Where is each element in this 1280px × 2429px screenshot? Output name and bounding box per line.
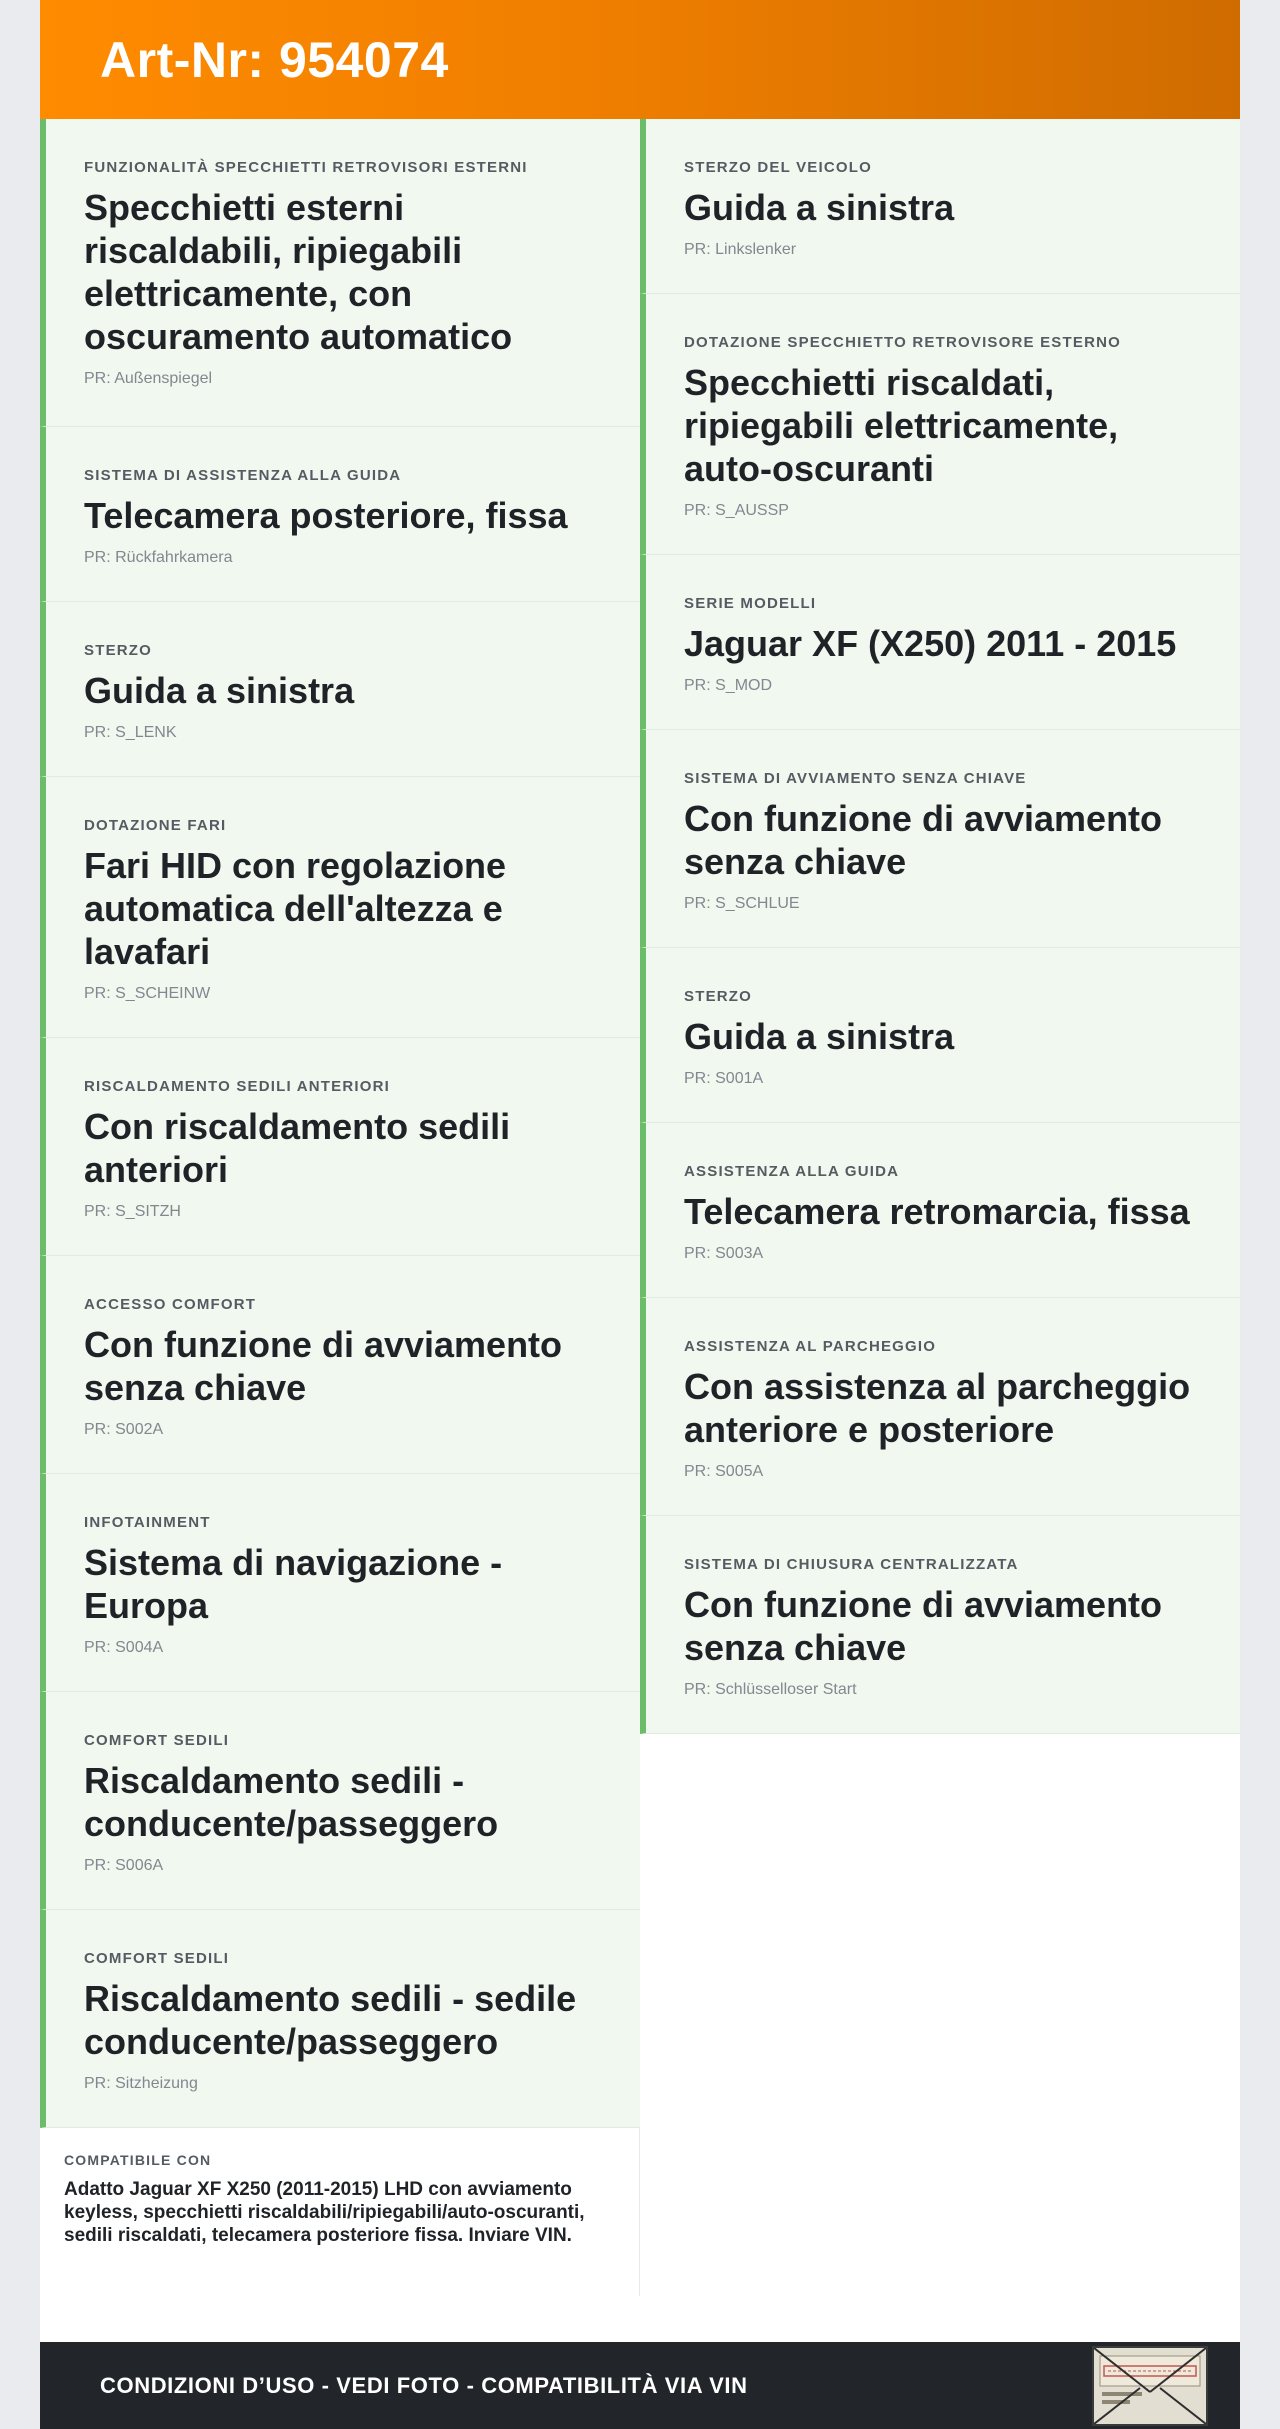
spec-value: Con funzione di avviamento senza chiave: [684, 798, 1163, 882]
stamp-graphic: [1094, 2348, 1206, 2424]
spec-pr-code: PR: Außenspiegel: [84, 370, 213, 387]
compatibility-text: Adatto Jaguar XF X250 (2011-2015) LHD con avviamento keyless, specchietti riscaldabili/ripiegabili/auto-oscuranti, sedili riscaldati, telecamera posteriore fissa. Inviare VIN.: [64, 2179, 585, 2246]
spec-value: Con funzione di avviamento senza chiave: [84, 1324, 563, 1408]
spec-value: Con assistenza al parcheggio anteriore e posteriore: [684, 1366, 1191, 1450]
spec-card: [40, 1038, 640, 1256]
spec-pr-code: PR: S_MOD: [684, 677, 773, 694]
spec-value: Specchietti riscaldati, ripiegabili elettricamente, auto-oscuranti: [684, 362, 1119, 489]
spec-value: Sistema di navigazione - Europa: [84, 1542, 503, 1626]
spec-card: [40, 1474, 640, 1692]
spec-value: Guida a sinistra: [84, 670, 355, 711]
spec-pr-code: PR: S006A: [84, 1857, 164, 1874]
compatibility-label: COMPATIBILE CON: [64, 2152, 212, 2168]
spec-value: Jaguar XF (X250) 2011 - 2015: [684, 623, 1177, 664]
spec-value: Con funzione di avviamento senza chiave: [684, 1584, 1163, 1668]
spec-value: Riscaldamento sedili - sedile conducente/passeggero: [84, 1978, 577, 2062]
spec-category: DOTAZIONE SPECCHIETTO RETROVISORE ESTERNO: [684, 334, 1122, 351]
spec-category: DOTAZIONE FARI: [84, 817, 227, 834]
spec-pr-code: PR: Linkslenker: [684, 241, 797, 258]
spec-card: [40, 777, 640, 1038]
spec-value: Guida a sinistra: [684, 1016, 955, 1057]
spec-pr-code: PR: S005A: [684, 1463, 764, 1480]
compatibility-box: [40, 2128, 640, 2296]
spec-category: STERZO: [84, 642, 153, 659]
spec-card: [640, 1298, 1240, 1516]
spec-value: Riscaldamento sedili - conducente/passeggero: [84, 1760, 499, 1844]
spec-card: [40, 427, 640, 602]
right-column: [640, 119, 1240, 1734]
spec-category: ACCESSO COMFORT: [84, 1296, 257, 1313]
spec-category: STERZO: [684, 988, 753, 1005]
spec-pr-code: PR: S004A: [84, 1639, 164, 1656]
spec-pr-code: PR: S003A: [684, 1245, 764, 1262]
spec-card: [640, 1516, 1240, 1734]
spec-card: [40, 119, 640, 427]
spec-card: [640, 948, 1240, 1123]
spec-category: STERZO DEL VEICOLO: [684, 159, 873, 176]
postage-stamp-envelope-icon: [1092, 2346, 1208, 2426]
footer-text: CONDIZIONI D’USO - VEDI FOTO - COMPATIBILITÀ VIA VIN: [100, 2372, 748, 2398]
spec-pr-code: PR: S_SCHLUE: [684, 895, 800, 912]
spec-category: ASSISTENZA ALLA GUIDA: [684, 1163, 900, 1180]
footer-bar: [40, 2342, 1240, 2429]
spec-value: Telecamera retromarcia, fissa: [684, 1191, 1190, 1232]
spec-category: COMFORT SEDILI: [84, 1732, 230, 1749]
spec-value: Specchietti esterni riscaldabili, ripiegabili elettricamente, con oscuramento automatico: [84, 187, 513, 357]
spec-card: [640, 730, 1240, 948]
spec-category: SERIE MODELLI: [684, 595, 817, 612]
spec-category: SISTEMA DI CHIUSURA CENTRALIZZATA: [684, 1556, 1019, 1573]
spec-category: RISCALDAMENTO SEDILI ANTERIORI: [84, 1078, 391, 1095]
spec-value: Telecamera posteriore, fissa: [84, 495, 568, 536]
spec-columns: [40, 119, 1240, 2296]
spec-category: ASSISTENZA AL PARCHEGGIO: [684, 1338, 937, 1355]
spec-pr-code: PR: Sitzheizung: [84, 2075, 198, 2092]
spec-card: [640, 555, 1240, 730]
spec-pr-code: PR: Rückfahrkamera: [84, 549, 233, 566]
spec-value: Fari HID con regolazione automatica dell'altezza e lavafari: [84, 845, 507, 972]
spec-pr-code: PR: S_SITZH: [84, 1203, 181, 1220]
header-banner: [40, 0, 1240, 119]
left-column: [40, 119, 640, 2296]
page: [40, 0, 1240, 2429]
spec-pr-code: PR: Schlüsselloser Start: [684, 1681, 857, 1698]
spec-category: FUNZIONALITÀ SPECCHIETTI RETROVISORI ESTERNI: [84, 159, 528, 176]
spec-pr-code: PR: S_AUSSP: [684, 502, 789, 519]
spec-category: COMFORT SEDILI: [84, 1950, 230, 1967]
spec-value: Guida a sinistra: [684, 187, 955, 228]
spec-category: SISTEMA DI AVVIAMENTO SENZA CHIAVE: [684, 770, 1027, 787]
spec-value: Con riscaldamento sedili anteriori: [84, 1106, 511, 1190]
spec-pr-code: PR: S_LENK: [84, 724, 177, 741]
spec-card: [640, 294, 1240, 555]
spec-category: INFOTAINMENT: [84, 1514, 211, 1531]
spec-card: [640, 119, 1240, 294]
article-number-title: Art-Nr: 954074: [100, 31, 449, 88]
spec-pr-code: PR: S_SCHEINW: [84, 985, 211, 1002]
spec-card: [40, 1692, 640, 1910]
spec-card: [40, 1910, 640, 2128]
spec-pr-code: PR: S002A: [84, 1421, 164, 1438]
spec-card: [640, 1123, 1240, 1298]
spec-card: [40, 602, 640, 777]
spec-category: SISTEMA DI ASSISTENZA ALLA GUIDA: [84, 467, 402, 484]
spec-pr-code: PR: S001A: [684, 1070, 764, 1087]
spec-card: [40, 1256, 640, 1474]
